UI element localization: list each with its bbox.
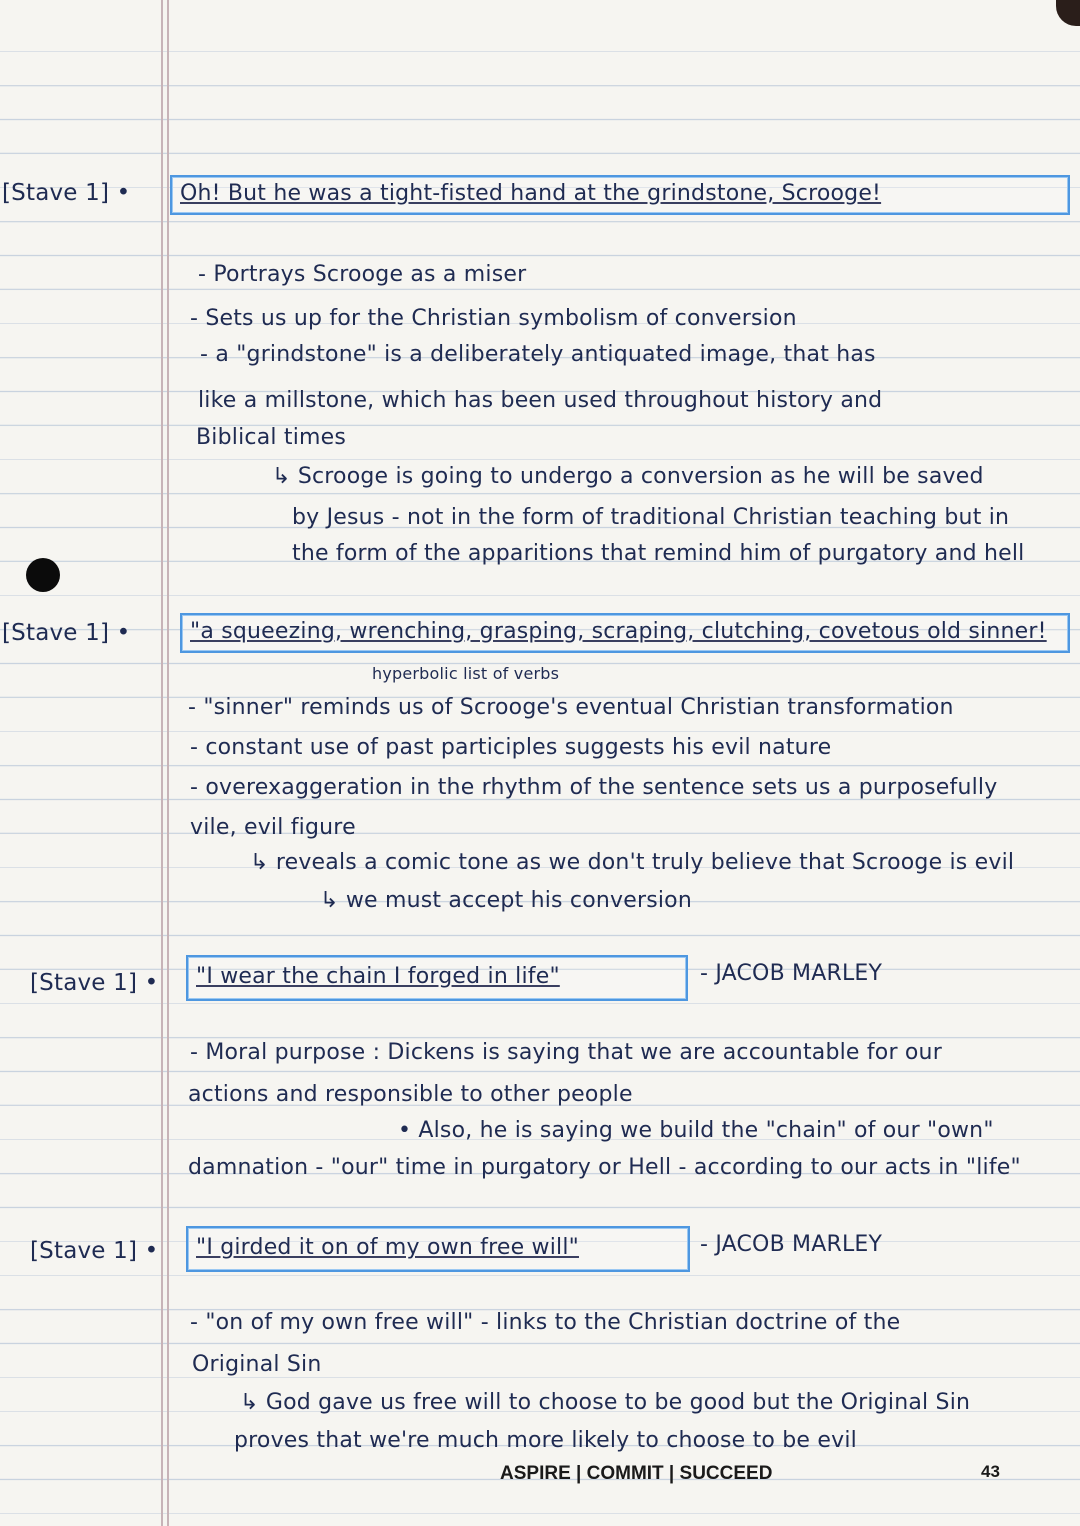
note-line: - Moral purpose : Dickens is saying that we are accountable for our [190,1040,942,1065]
page-number: 43 [981,1462,1000,1481]
quote-box [186,1226,690,1272]
quote-text: "I girded it on of my own free will" [196,1235,579,1260]
stave-label: [Stave 1] • [2,180,131,206]
quote-box [180,613,1070,653]
note-line: - overexaggeration in the rhythm of the sentence sets us a purposefully [190,775,998,800]
margin-line [167,0,169,1526]
note-line: damnation - "our" time in purgatory or Hell - according to our acts in "life" [188,1155,1021,1180]
quote-annotation: hyperbolic list of verbs [372,664,560,683]
note-line: ↳ Scrooge is going to undergo a conversion as he will be saved [272,464,984,489]
note-line: the form of the apparitions that remind him of purgatory and hell [292,541,1025,566]
note-line: - a "grindstone" is a deliberately antiquated image, that has [200,342,876,367]
note-line: by Jesus - not in the form of traditional Christian teaching but in [292,505,1010,530]
note-line: ↳ we must accept his conversion [320,888,692,913]
note-line: • Also, he is saying we build the "chain" of our "own" [398,1118,994,1143]
stave-label: [Stave 1] • [30,1238,159,1264]
footer-text: ASPIRE | COMMIT | SUCCEED [500,1463,773,1484]
attribution: - JACOB MARLEY [700,1232,883,1257]
note-line: Biblical times [196,425,347,450]
note-line: proves that we're much more likely to choose to be evil [234,1428,857,1453]
quote-text: Oh! But he was a tight-fisted hand at the grindstone, Scrooge! [180,181,882,206]
note-line: - Sets us up for the Christian symbolism of conversion [190,306,797,331]
margin-line [161,0,163,1526]
note-line: Original Sin [192,1352,322,1377]
note-line: ↳ God gave us free will to choose to be good but the Original Sin [240,1390,971,1415]
quote-text: "I wear the chain I forged in life" [196,964,560,989]
note-line: ↳ reveals a comic tone as we don't truly believe that Scrooge is evil [250,850,1015,875]
note-line: - "on of my own free will" - links to the Christian doctrine of the [190,1310,901,1335]
quote-text: "a squeezing, wrenching, grasping, scraping, clutching, covetous old sinner! [190,619,1047,644]
punch-hole [26,558,60,592]
note-line: like a millstone, which has been used throughout history and [198,388,883,413]
stave-label: [Stave 1] • [30,970,159,996]
attribution: - JACOB MARLEY [700,961,883,986]
note-line: - "sinner" reminds us of Scrooge's eventual Christian transformation [188,695,954,720]
quote-box [170,175,1070,215]
note-line: - constant use of past participles suggests his evil nature [190,735,832,760]
note-line: actions and responsible to other people [188,1082,633,1107]
note-line: - Portrays Scrooge as a miser [198,262,527,287]
note-line: vile, evil figure [190,815,356,840]
stave-label: [Stave 1] • [2,620,131,646]
page-corner [1056,0,1080,26]
quote-box [186,955,688,1001]
